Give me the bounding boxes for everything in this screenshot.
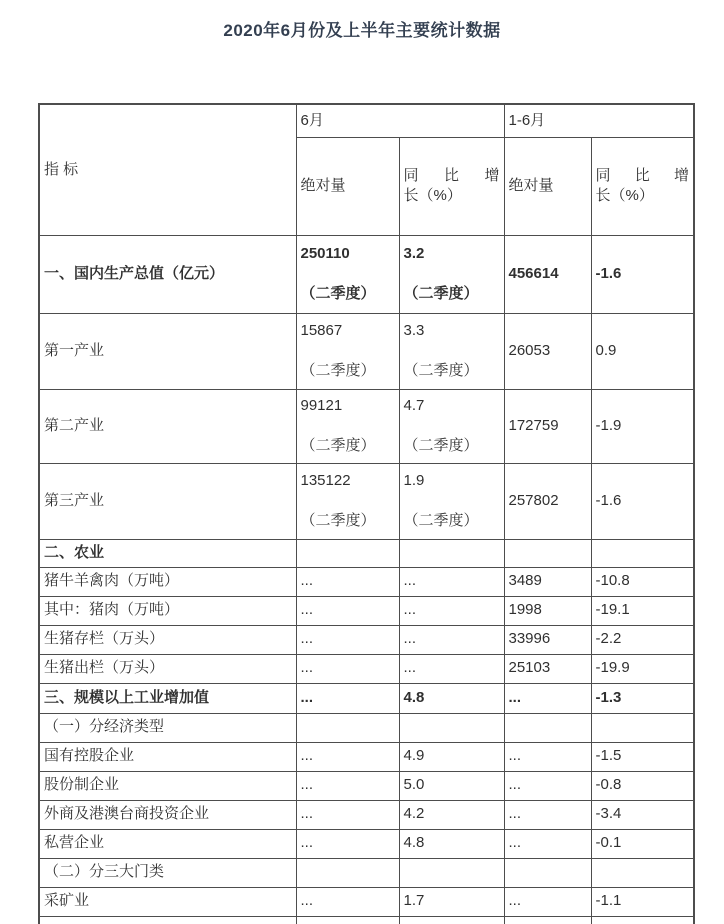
half-yoy-cell: -1.9	[591, 389, 694, 463]
june-absolute-cell	[296, 916, 399, 924]
half-absolute-cell: ...	[504, 742, 591, 771]
table-row-private-enterprises	[39, 829, 694, 858]
half-yoy-cell	[591, 916, 694, 924]
row-label: 股份制企业	[39, 771, 296, 800]
june-absolute-cell	[296, 713, 399, 742]
half-yoy-cell: -0.8	[591, 771, 694, 800]
quarter-note: （二季度）	[403, 284, 479, 302]
half-yoy-cell: -3.4	[591, 800, 694, 829]
row-label: 第二产业	[39, 389, 296, 463]
header-half-yoy	[591, 137, 694, 235]
june-yoy-cell: 4.8	[399, 829, 504, 858]
quarter-note: （二季度）	[300, 361, 376, 379]
row-label: 其中：猪肉（万吨）	[39, 596, 296, 625]
june-yoy-cell: 4.2	[399, 800, 504, 829]
table-row-clipped	[39, 916, 694, 924]
row-label	[39, 916, 296, 924]
row-label: 国有控股企业	[39, 742, 296, 771]
june-absolute-cell	[296, 389, 399, 463]
half-yoy-cell: -19.1	[591, 596, 694, 625]
half-absolute-cell: 33996	[504, 625, 591, 654]
statistics-table	[38, 103, 695, 924]
half-absolute-cell: ...	[504, 683, 591, 713]
quarter-note: （二季度）	[403, 436, 479, 454]
june-absolute-cell: ...	[296, 596, 399, 625]
half-absolute-cell: ...	[504, 829, 591, 858]
june-absolute-cell	[296, 539, 399, 567]
value: 250110	[300, 245, 350, 262]
header-june-yoy	[399, 137, 504, 235]
value: 99121	[300, 397, 343, 414]
half-absolute-cell: 25103	[504, 654, 591, 683]
row-label: 一、国内生产总值（亿元）	[39, 235, 296, 313]
june-absolute-cell: ...	[296, 771, 399, 800]
june-absolute-cell: ...	[296, 654, 399, 683]
table-row-tertiary-industry	[39, 463, 694, 539]
half-absolute-cell: 3489	[504, 567, 591, 596]
table-row-primary-industry	[39, 313, 694, 389]
row-label: 外商及港澳台商投资企业	[39, 800, 296, 829]
value: 135122	[300, 472, 351, 489]
half-absolute-cell: 26053	[504, 313, 591, 389]
header-june-yoy-line1: 同 比 增	[403, 166, 500, 184]
header-indicator: 指 标	[39, 104, 296, 235]
table-row-pig-stock	[39, 625, 694, 654]
june-absolute-cell: ...	[296, 625, 399, 654]
half-yoy-cell	[591, 713, 694, 742]
june-yoy-cell: ...	[399, 596, 504, 625]
june-yoy-cell	[399, 463, 504, 539]
table-row-section-industrial-value-added	[39, 683, 694, 713]
table-row-secondary-industry	[39, 389, 694, 463]
header-first-half: 1-6月	[504, 104, 694, 137]
row-label: 猪牛羊禽肉（万吨）	[39, 567, 296, 596]
june-yoy-cell: ...	[399, 625, 504, 654]
row-label: （二）分三大门类	[39, 858, 296, 887]
june-absolute-cell: ...	[296, 887, 399, 916]
row-label: （一）分经济类型	[39, 713, 296, 742]
row-label: 生猪出栏（万头）	[39, 654, 296, 683]
table-row-subsection-by-sector	[39, 858, 694, 887]
june-yoy-cell: ...	[399, 654, 504, 683]
row-label: 生猪存栏（万头）	[39, 625, 296, 654]
june-absolute-cell	[296, 235, 399, 313]
half-yoy-cell: -1.6	[591, 463, 694, 539]
june-absolute-cell: ...	[296, 567, 399, 596]
half-absolute-cell	[504, 916, 591, 924]
half-absolute-cell: 257802	[504, 463, 591, 539]
quarter-note: （二季度）	[300, 436, 376, 454]
quarter-note: （二季度）	[300, 511, 376, 529]
half-yoy-cell: 0.9	[591, 313, 694, 389]
half-yoy-cell: -10.8	[591, 567, 694, 596]
row-label: 二、农业	[39, 539, 296, 567]
table-row-section-agriculture	[39, 539, 694, 567]
june-yoy-cell: 1.7	[399, 887, 504, 916]
june-yoy-cell	[399, 389, 504, 463]
half-yoy-cell	[591, 539, 694, 567]
half-absolute-cell: 172759	[504, 389, 591, 463]
header-half-yoy-line1: 同 比 增	[595, 166, 689, 184]
june-yoy-cell	[399, 313, 504, 389]
june-yoy-cell	[399, 858, 504, 887]
header-half-yoy-line2: 长（%）	[595, 187, 654, 204]
half-yoy-cell: -1.3	[591, 683, 694, 713]
june-absolute-cell	[296, 858, 399, 887]
table-row-state-holding	[39, 742, 694, 771]
header-june: 6月	[296, 104, 504, 137]
table-row-gdp	[39, 235, 694, 313]
quarter-note: （二季度）	[300, 284, 376, 302]
row-label: 第三产业	[39, 463, 296, 539]
row-label: 第一产业	[39, 313, 296, 389]
half-absolute-cell: ...	[504, 800, 591, 829]
page-title: 2020年6月份及上半年主要统计数据	[223, 21, 501, 40]
half-absolute-cell	[504, 539, 591, 567]
value: 1.9	[403, 472, 425, 489]
june-absolute-cell: ...	[296, 829, 399, 858]
quarter-note: （二季度）	[403, 361, 479, 379]
header-june-yoy-line2: 长（%）	[403, 187, 462, 204]
june-yoy-cell: 4.9	[399, 742, 504, 771]
half-absolute-cell: ...	[504, 887, 591, 916]
row-label: 私营企业	[39, 829, 296, 858]
table-row-pork-output	[39, 596, 694, 625]
header-half-absolute: 绝对量	[504, 137, 591, 235]
value: 3.3	[403, 322, 425, 339]
half-absolute-cell: 1998	[504, 596, 591, 625]
half-yoy-cell	[591, 858, 694, 887]
header-june-absolute: 绝对量	[296, 137, 399, 235]
june-absolute-cell: ...	[296, 742, 399, 771]
june-yoy-cell: ...	[399, 567, 504, 596]
half-yoy-cell: -1.1	[591, 887, 694, 916]
value: 4.7	[403, 397, 425, 414]
value: 15867	[300, 322, 343, 339]
half-yoy-cell: -2.2	[591, 625, 694, 654]
row-label: 采矿业	[39, 887, 296, 916]
half-yoy-cell: -0.1	[591, 829, 694, 858]
half-yoy-cell: -1.6	[591, 235, 694, 313]
row-label: 三、规模以上工业增加值	[39, 683, 296, 713]
table-row-foreign-invested	[39, 800, 694, 829]
june-yoy-cell: 5.0	[399, 771, 504, 800]
june-absolute-cell	[296, 463, 399, 539]
half-yoy-cell: -1.5	[591, 742, 694, 771]
table-row-shareholding	[39, 771, 694, 800]
table-row-subsection-by-economic-type	[39, 713, 694, 742]
value: 3.2	[403, 245, 425, 262]
table-row-meat-output	[39, 567, 694, 596]
june-absolute-cell	[296, 313, 399, 389]
table-header	[39, 104, 694, 235]
table-body	[39, 235, 694, 924]
half-absolute-cell: 456614	[504, 235, 591, 313]
june-absolute-cell: ...	[296, 683, 399, 713]
half-absolute-cell	[504, 713, 591, 742]
header-row-periods	[39, 104, 694, 137]
table-row-mining	[39, 887, 694, 916]
june-yoy-cell: 4.8	[399, 683, 504, 713]
half-yoy-cell: -19.9	[591, 654, 694, 683]
june-absolute-cell: ...	[296, 800, 399, 829]
quarter-note: （二季度）	[403, 511, 479, 529]
half-absolute-cell: ...	[504, 771, 591, 800]
june-yoy-cell	[399, 713, 504, 742]
table-row-pig-slaughter	[39, 654, 694, 683]
june-yoy-cell	[399, 916, 504, 924]
half-absolute-cell	[504, 858, 591, 887]
june-yoy-cell	[399, 235, 504, 313]
june-yoy-cell	[399, 539, 504, 567]
